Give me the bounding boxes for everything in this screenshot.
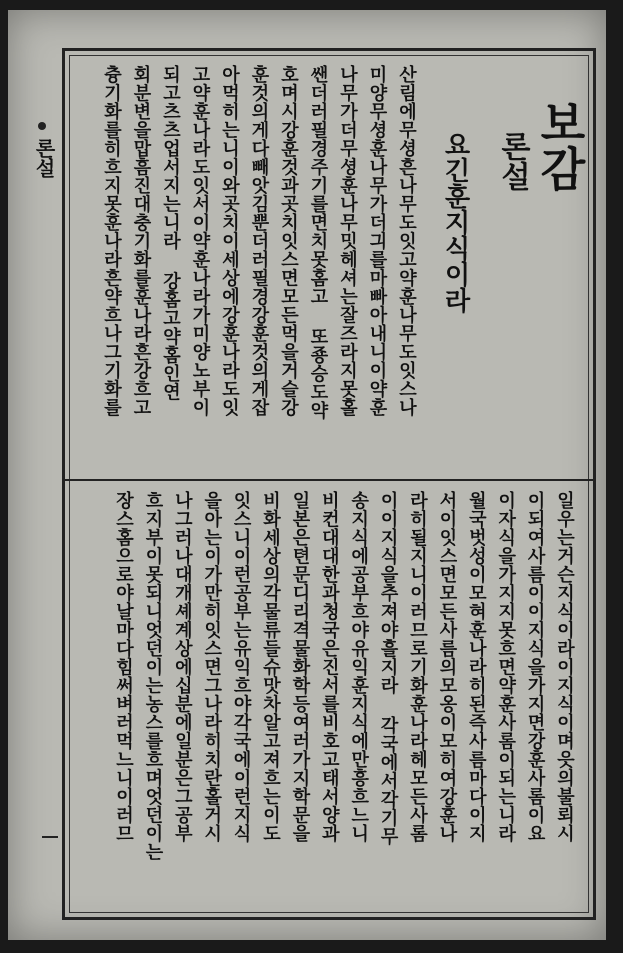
- lower-column-1: 일우는거슨지식이라이지식이며읏의불뢰시: [554, 491, 575, 843]
- lower-column-13: 을아는이가만히잇스면그나라히치란홀거시: [201, 491, 223, 843]
- upper-column-2: 미양무셩훈나무가더긔를마빠아내니이약훈: [366, 65, 388, 417]
- upper-column-3: 나무가더무셩훈나무밋헤셔는잘즈라지못홀: [337, 65, 358, 417]
- lower-column-2: 이되여사름이이지식을가지면강훈사롬이요: [524, 491, 546, 843]
- lower-column-15: 흐지부이못되니엇던이는농스를흐며엇던이는: [142, 491, 164, 861]
- margin-section-label: 론설: [32, 138, 56, 178]
- lower-column-16: 장스홈으로야날마다힘써벼러먹느니이러므: [113, 491, 134, 843]
- upper-column-10: 회분변을맙흠진대충기화를훈나라흔강흐고: [130, 65, 152, 417]
- summary-line: 요긴훈지식이라: [440, 131, 470, 313]
- upper-column-7: 아먹히는니이와곳치이세상에강훈나라도잇: [219, 65, 240, 417]
- lower-column-8: 송지식에공부흐야유익훈지식에만흥흐느니: [348, 491, 370, 843]
- lower-column-11: 비화세상의각물류들슈맛차알고져흐는이도: [260, 491, 281, 843]
- text-frame: [62, 48, 596, 920]
- upper-column-1: 산림에무셩흔나무도잇고약훈나무도잇스나: [396, 65, 417, 417]
- lower-column-6: 라히될지니이러므로기화훈나라헤모든사롬: [407, 491, 428, 843]
- lower-column-9: 비컨대대한과청국은진서를비호고태서양과: [318, 491, 340, 843]
- lower-column-5: 서이잇스면모든사름의모옹이모히여강훈나: [436, 491, 458, 843]
- margin-dot-mark: [38, 122, 46, 130]
- upper-column-9: 되고츠츠업서지는니라 강홈고약홈인연: [160, 65, 181, 401]
- lower-column-4: 월국벗성이모혀훈나라히된즉사름마다이지: [465, 491, 487, 843]
- upper-column-6: 훈것의게다빼앗김뿐더러필경강훈것의게잡: [248, 65, 270, 417]
- lower-column-14: 나그러나대개셰계상에십분에일분은그공부: [171, 491, 193, 843]
- lower-column-12: 잇스니이런공부는유익흐야각국에이런지식: [230, 491, 252, 843]
- upper-column-8: 고약훈나라도잇서이약훈나라가미양노부이: [189, 65, 211, 417]
- lower-column-7: 이이지식을추져야흘지라 각국에서각기무: [377, 491, 399, 846]
- margin-tick-mark: [42, 836, 58, 838]
- upper-column-5: 호며시강훈것과곳치잇스면모든먹을거슬강: [278, 65, 299, 417]
- lower-column-10: 일본은텬문디리격물화학등여러가지학문을: [289, 491, 311, 843]
- section-subtitle: 론설: [495, 131, 530, 191]
- section-divider: [65, 479, 593, 481]
- upper-column-4: 쌘더러필경주기를면치못홈고 또죵승도약: [307, 65, 329, 420]
- section-title: 보감: [533, 99, 587, 191]
- upper-column-11: 츙기화를히흐지못훈나라흔약흐나그기화를: [101, 65, 122, 417]
- book-page: [8, 10, 606, 940]
- lower-column-3: 이자식을가지지못흐면약훈사롬이되는니라: [495, 491, 517, 843]
